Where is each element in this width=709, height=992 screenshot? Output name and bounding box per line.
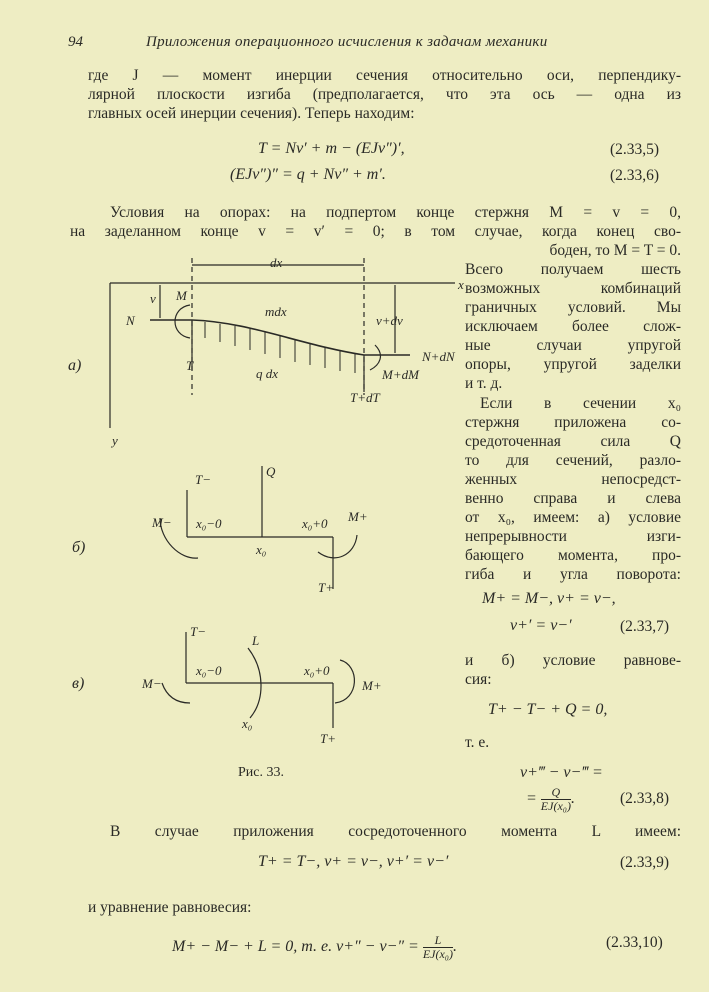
numerator: Q — [551, 785, 561, 799]
equation-number: (2.33,6) — [610, 167, 660, 184]
equation-2-33-7a: M+ = M−, v+ = v−, — [482, 590, 616, 607]
text-line: сия: — [465, 671, 492, 688]
text-line: исключаем более слож- — [465, 318, 681, 335]
label-qdx: q dx — [256, 366, 279, 381]
text-line: женных непосредст- — [465, 471, 681, 488]
period: . — [452, 938, 457, 956]
equation-2-33-8b: v+‴ − v−‴ = — [520, 764, 603, 781]
label-x0: x₀ — [256, 542, 267, 557]
label-x0-minus: x₀−0 — [196, 663, 222, 678]
text-line: боден, то M = T = 0. — [549, 242, 681, 259]
period: . — [570, 790, 575, 808]
fraction — [541, 786, 571, 813]
figure-caption: Рис. 33. — [238, 765, 284, 780]
label-m-minus: M− — [142, 676, 162, 691]
text-line: и т. д. — [465, 375, 503, 392]
text-line: бающего момента, про- — [465, 547, 681, 564]
text-line: опоры, упругой заделки — [465, 356, 681, 373]
moment-l-arc — [248, 648, 261, 718]
text-line: граничных условий. Мы — [465, 299, 681, 316]
equation-number: (2.33,7) — [620, 618, 670, 635]
text-line: где J — момент инерции сечения относительно оси, перпендику- — [88, 67, 681, 84]
text-line: средоточенная сила Q — [465, 433, 681, 450]
text-line: то для сечений, разло- — [465, 452, 681, 469]
figure-panel-b — [72, 464, 368, 595]
label-x0-minus: x₀−0 — [196, 516, 222, 531]
text-line: главных осей инерции сечения). Теперь находим: — [88, 105, 415, 122]
deformed-beam — [150, 320, 410, 355]
text-line: В случае приложения сосредоточенного момента L имеем: — [110, 823, 681, 840]
moment-m-minus-arc — [162, 683, 190, 703]
moment-m-minus-arc — [160, 518, 198, 558]
equation-2-33-10 — [172, 934, 457, 961]
text-line: и уравнение равновесия: — [88, 899, 252, 916]
label-y: y — [112, 433, 118, 448]
label-x: x — [458, 277, 464, 292]
label-x0-plus: x₀+0 — [302, 516, 328, 531]
equation-2-33-6: (EJv″)″ = q + Nv″ + m′. — [230, 166, 386, 183]
page-number: 94 — [68, 34, 83, 50]
moment-m-arc — [175, 305, 190, 338]
distributed-load-arrows — [205, 322, 355, 373]
text-line: возможных комбинаций — [465, 280, 681, 297]
label-x0: x₀ — [242, 716, 253, 731]
fraction — [423, 934, 453, 961]
equation-body: M+ − M− + L = 0, т. е. v+″ − v−″ = — [172, 938, 419, 956]
text-line: Если в сечении x₀ — [480, 395, 681, 412]
moment-m-plus-arc — [335, 660, 354, 703]
text-line: Условия на опорах: на подпертом конце стержня M = v = 0, — [110, 204, 681, 221]
label-t-minus: T− — [195, 472, 212, 487]
equation-number: (2.33,9) — [620, 854, 670, 871]
equation-number: (2.33,8) — [620, 790, 670, 807]
panel-tag: а) — [68, 357, 82, 374]
equals: = — [526, 790, 537, 808]
text-line: лярной плоскости изгиба (предполагается, что эта ось — одна из — [88, 86, 681, 103]
running-title: Приложения операционного исчисления к задачам механики — [146, 34, 548, 50]
moment-m-dm-arc — [370, 345, 380, 370]
figure-panel-a — [68, 255, 464, 448]
equation-2-33-8c — [526, 786, 575, 813]
equation-number: (2.33,5) — [610, 141, 660, 158]
equation-2-33-9: T+ = T−, v+ = v−, v+′ = v−′ — [258, 853, 449, 870]
text-line: стержня приложена со- — [465, 414, 681, 431]
label-m-plus: M+ — [362, 678, 382, 693]
label-m: M — [176, 288, 187, 303]
label-m-minus: M− — [152, 515, 172, 530]
equation-2-33-7b: v+′ = v−′ — [510, 617, 572, 634]
moment-m-plus-arc — [318, 535, 357, 558]
text-line: на заделанном конце v = v′ = 0; в том случае, когда конец сво- — [70, 223, 681, 240]
label-m-plus: M+ — [348, 509, 368, 524]
text-line: ные случаи упругой — [465, 337, 681, 354]
label-t-minus: T− — [190, 624, 207, 639]
label-n: N — [126, 313, 135, 328]
label-mdx: mdx — [265, 304, 287, 319]
figure-panel-c — [72, 624, 382, 746]
text-te: т. е. — [465, 734, 490, 751]
text-line: от x₀, имеем: а) условие — [465, 509, 681, 526]
label-n-dn: N+dN — [422, 349, 455, 364]
panel-tag: в) — [72, 675, 85, 692]
label-x0-plus: x₀+0 — [304, 663, 330, 678]
text-line: венно справа и слева — [465, 490, 681, 507]
label-t: T — [186, 358, 194, 373]
label-v-dv: v+dv — [376, 313, 403, 328]
equation-number: (2.33,10) — [606, 934, 663, 951]
label-m-dm: M+dM — [382, 367, 419, 382]
label-t-plus: T+ — [318, 580, 335, 595]
equation-2-33-5: T = Nv′ + m − (EJv″)′, — [258, 140, 405, 157]
label-v: v — [150, 291, 156, 306]
label-t-plus: T+ — [320, 731, 337, 746]
text-line: непрерывности изги- — [465, 528, 681, 545]
denominator: EJ(x₀) — [422, 947, 453, 961]
text-line: и б) условие равнове- — [465, 652, 681, 669]
denominator: EJ(x₀) — [540, 799, 571, 813]
equation-2-33-8a: T+ − T− + Q = 0, — [488, 701, 608, 718]
numerator: L — [434, 933, 442, 947]
label-q: Q — [266, 464, 276, 479]
text-line: Всего получаем шесть — [465, 261, 681, 278]
panel-tag: б) — [72, 539, 86, 556]
label-l: L — [252, 633, 260, 648]
label-dx: dx — [270, 255, 283, 270]
text-line: гиба и угла поворота: — [465, 566, 681, 583]
label-t-dt: T+dT — [350, 390, 380, 405]
